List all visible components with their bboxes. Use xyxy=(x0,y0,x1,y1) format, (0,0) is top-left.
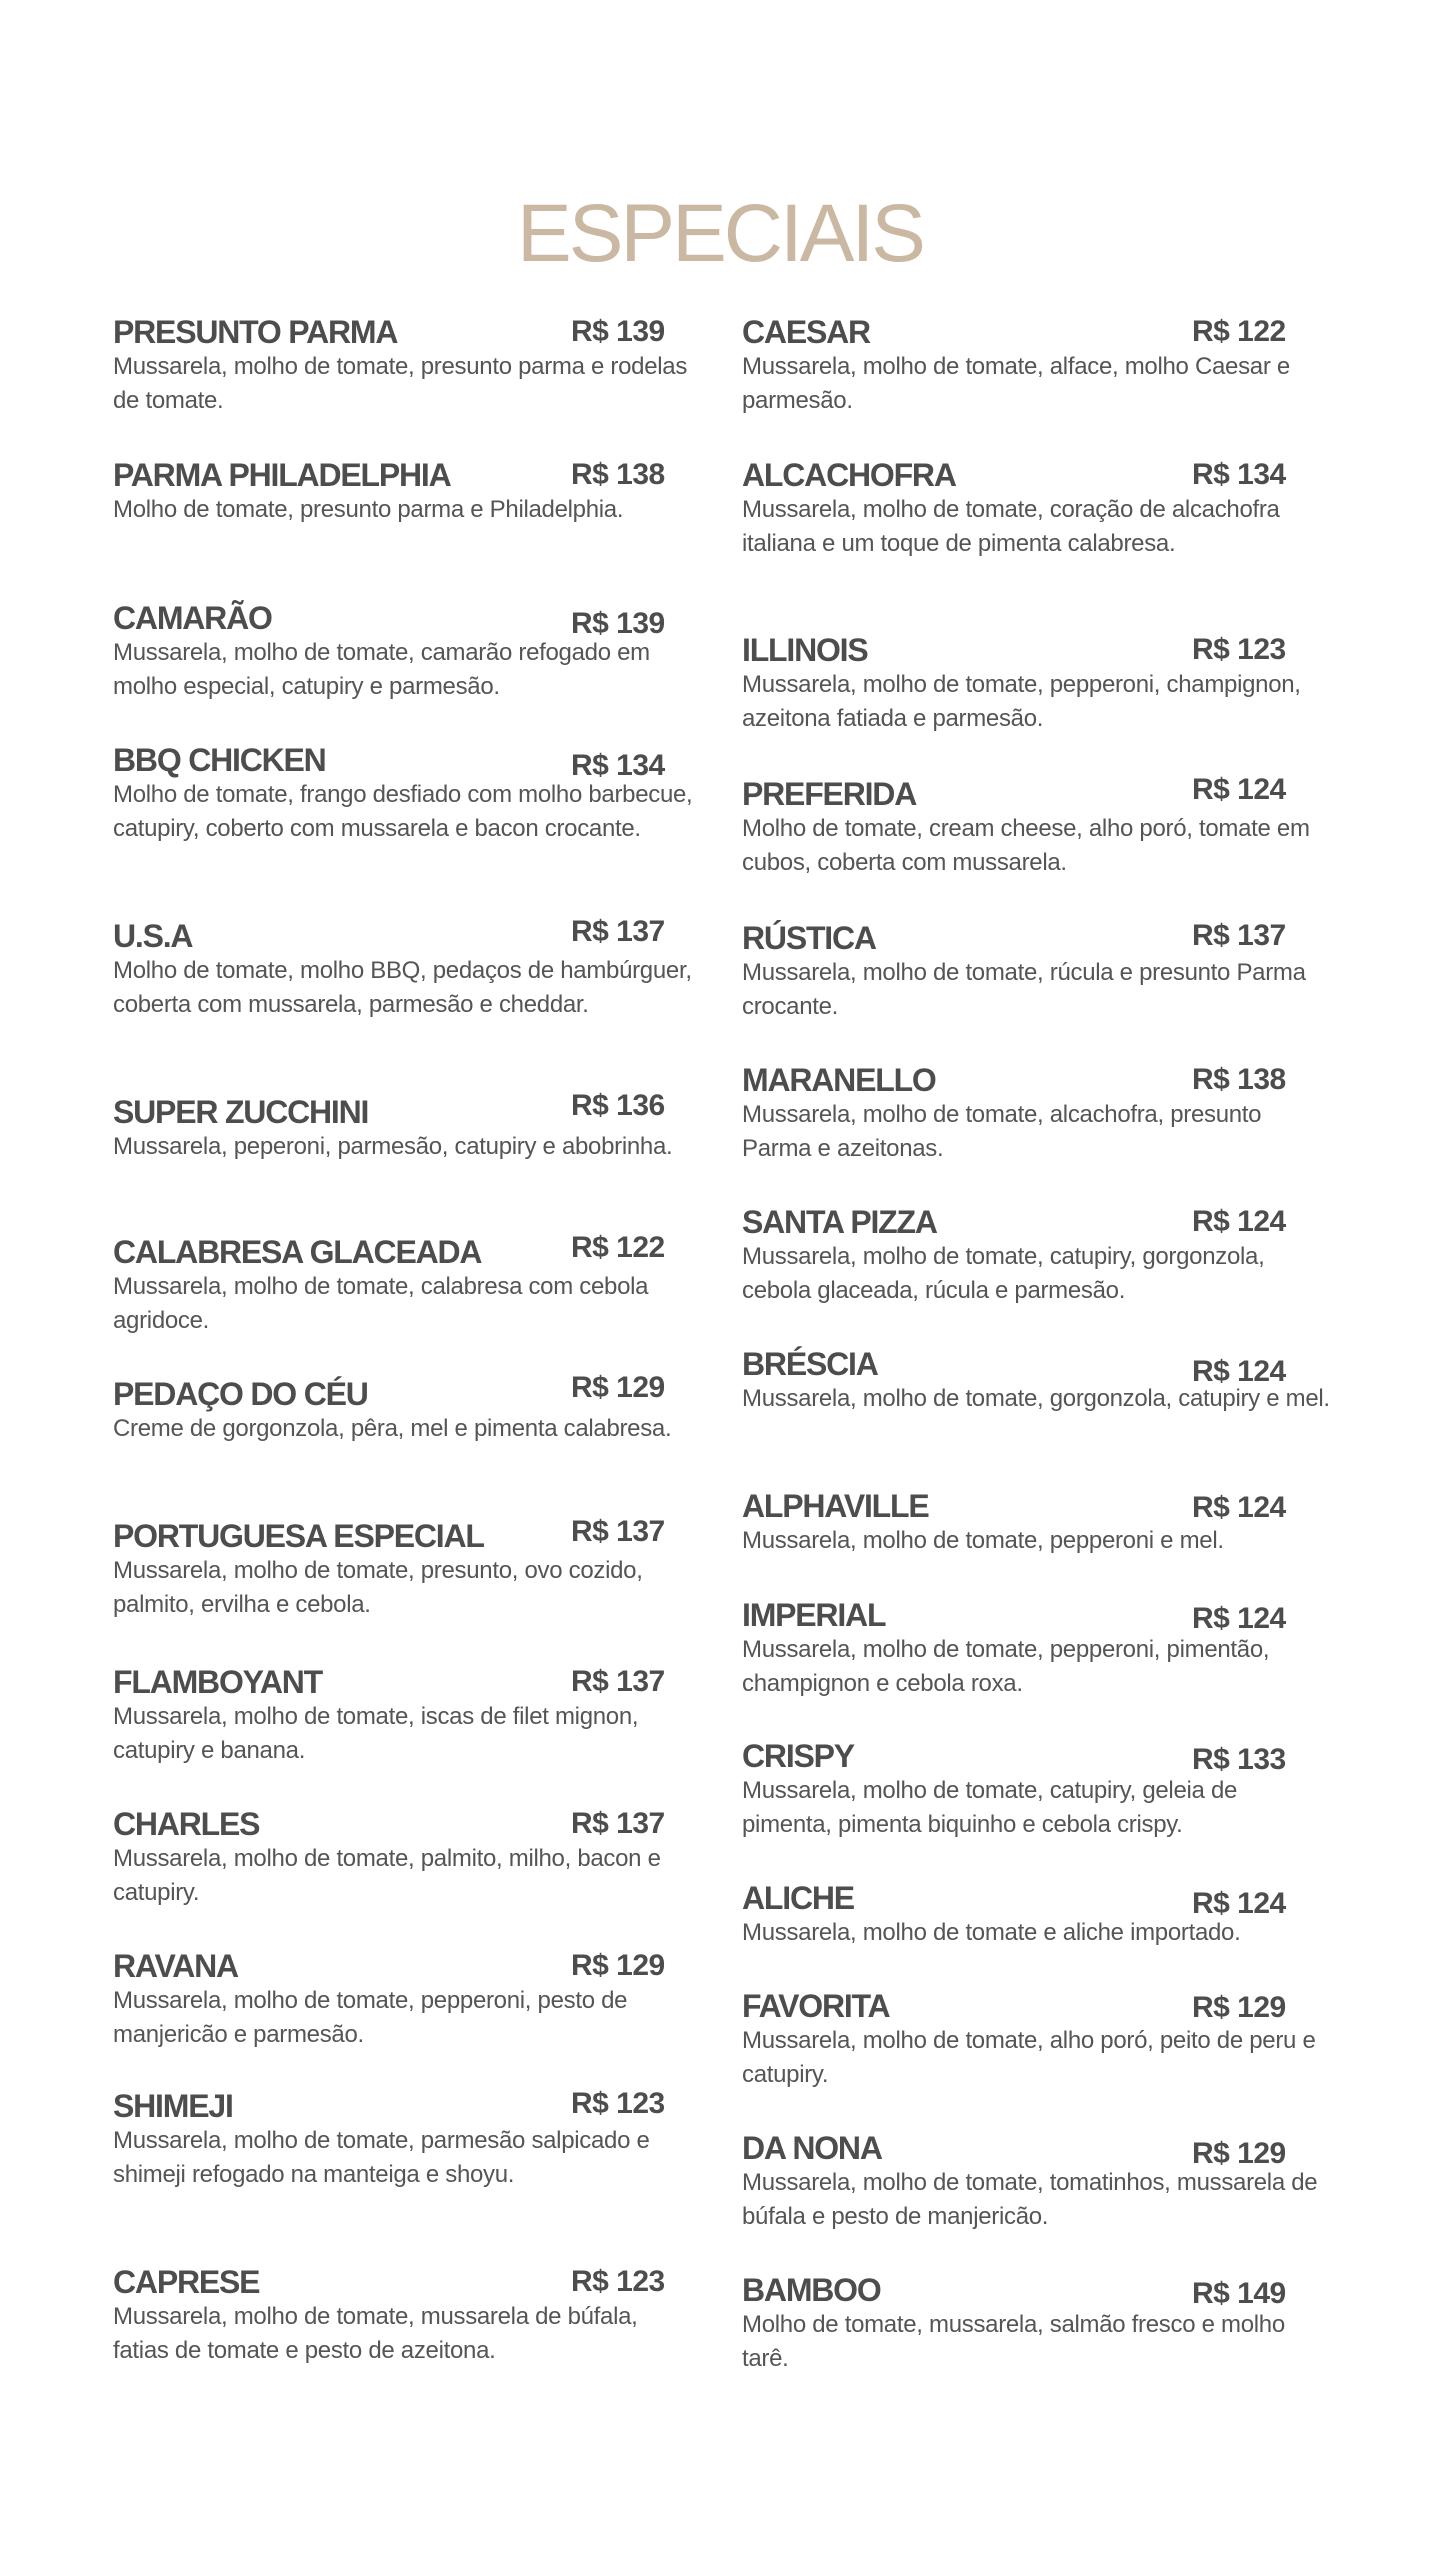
item-name: U.S.A xyxy=(113,918,193,954)
item-description: Mussarela, molho de tomate, presunto parma e rodelas de tomate. xyxy=(113,353,688,414)
menu-item xyxy=(742,2128,1322,2234)
item-name: CAESAR xyxy=(742,314,870,350)
item-description: Molho de tomate, frango desfiado com molho barbecue, catupiry, coberto com mussarela e bacon crocante. xyxy=(113,781,693,842)
item-name: ILLINOIS xyxy=(742,632,868,668)
item-name: FAVORITA xyxy=(742,1988,890,2024)
item-name: CAMARÃO xyxy=(113,600,272,636)
item-price: R$ 137 xyxy=(571,1515,665,1548)
item-description: Mussarela, molho de tomate, rúcula e presunto Parma crocante. xyxy=(742,959,1306,1020)
item-price: R$ 149 xyxy=(1192,2277,1286,2310)
item-name: ALICHE xyxy=(742,1880,854,1916)
item-price: R$ 124 xyxy=(1192,1602,1286,1635)
menu-item xyxy=(742,455,1322,561)
menu-item xyxy=(113,455,673,527)
item-price: R$ 138 xyxy=(1192,1063,1286,1096)
item-description: Mussarela, molho de tomate, gorgonzola, catupiry e mel. xyxy=(742,1385,1330,1412)
item-description: Mussarela, molho de tomate, pepperoni e mel. xyxy=(742,1527,1224,1554)
item-price: R$ 134 xyxy=(1192,458,1286,491)
menu-item xyxy=(742,1344,1330,1416)
item-name: ALPHAVILLE xyxy=(742,1488,929,1524)
menu-item xyxy=(742,1060,1322,1166)
item-price: R$ 137 xyxy=(571,1807,665,1840)
item-price: R$ 133 xyxy=(1192,1743,1286,1776)
item-name: BRÉSCIA xyxy=(742,1346,878,1382)
item-description: Mussarela, molho de tomate, iscas de filet mignon, catupiry e banana. xyxy=(113,1703,639,1764)
menu-item xyxy=(113,915,692,1022)
item-description: Mussarela, molho de tomate, palmito, milho, bacon e catupiry. xyxy=(113,1845,661,1906)
item-price: R$ 134 xyxy=(571,749,665,782)
menu-item xyxy=(113,1946,673,2052)
item-price: R$ 129 xyxy=(1192,2137,1286,2170)
item-price: R$ 124 xyxy=(1192,773,1286,806)
item-name: SANTA PIZZA xyxy=(742,1204,937,1240)
item-description: Molho de tomate, mussarela, salmão fresco e molho tarê. xyxy=(742,2311,1285,2372)
item-name: FLAMBOYANT xyxy=(113,1664,323,1700)
menu-item xyxy=(742,1595,1322,1701)
menu-item xyxy=(113,1662,673,1768)
item-price: R$ 137 xyxy=(571,1665,665,1698)
menu-item xyxy=(113,2086,673,2192)
menu-item xyxy=(113,2262,673,2368)
item-price: R$ 129 xyxy=(571,1371,665,1404)
item-name: ALCACHOFRA xyxy=(742,457,956,493)
item-name: RAVANA xyxy=(113,1948,238,1984)
item-name: PREFERIDA xyxy=(742,776,917,812)
item-price: R$ 124 xyxy=(1192,1491,1286,1524)
item-name: DA NONA xyxy=(742,2130,882,2166)
item-description: Mussarela, molho de tomate, alcachofra, presunto Parma e azeitonas. xyxy=(742,1101,1262,1162)
item-description: Molho de tomate, cream cheese, alho poró, tomate em cubos, coberta com mussarela. xyxy=(742,815,1310,876)
item-name: IMPERIAL xyxy=(742,1597,886,1633)
item-name: PORTUGUESA ESPECIAL xyxy=(113,1518,484,1554)
menu-item xyxy=(742,1736,1322,1842)
item-price: R$ 122 xyxy=(571,1231,665,1264)
item-description: Mussarela, molho de tomate, coração de alcachofra italiana e um toque de pimenta calabresa. xyxy=(742,496,1280,557)
page-title: ESPECIAIS xyxy=(517,187,923,279)
item-description: Mussarela, molho de tomate e aliche importado. xyxy=(742,1919,1241,1946)
item-name: PARMA PHILADELPHIA xyxy=(113,457,451,493)
menu-item xyxy=(113,1804,673,1910)
item-description: Mussarela, molho de tomate, catupiry, geleia de pimenta, pimenta biquinho e cebola crispy. xyxy=(742,1777,1238,1838)
item-name: BAMBOO xyxy=(742,2272,881,2308)
menu-item xyxy=(113,1232,673,1338)
item-description: Molho de tomate, presunto parma e Philadelphia. xyxy=(113,496,624,523)
menu-item xyxy=(113,1516,673,1622)
menu-item xyxy=(113,1371,673,1446)
item-price: R$ 122 xyxy=(1192,315,1286,348)
menu-item xyxy=(742,2270,1322,2376)
item-price: R$ 123 xyxy=(571,2265,665,2298)
item-price: R$ 136 xyxy=(571,1089,665,1122)
item-description: Mussarela, molho de tomate, pepperoni, pimentão, champignon e cebola roxa. xyxy=(742,1636,1270,1697)
menu-item xyxy=(742,774,1322,880)
item-price: R$ 123 xyxy=(571,2087,665,2120)
menu-item xyxy=(742,1486,1322,1558)
item-price: R$ 124 xyxy=(1192,1205,1286,1238)
item-description: Mussarela, molho de tomate, camarão refogado em molho especial, catupiry e parmesão. xyxy=(113,639,650,700)
menu-item xyxy=(742,312,1322,418)
menu-item xyxy=(742,1986,1322,2092)
item-description: Mussarela, molho de tomate, pepperoni, pesto de manjericão e parmesão. xyxy=(113,1987,628,2048)
item-price: R$ 129 xyxy=(1192,1991,1286,2024)
menu-item xyxy=(742,918,1322,1024)
item-name: SUPER ZUCCHINI xyxy=(113,1094,369,1130)
item-price: R$ 137 xyxy=(1192,919,1286,952)
menu-item xyxy=(113,740,693,846)
item-price: R$ 124 xyxy=(1192,1355,1286,1388)
item-description: Mussarela, peperoni, parmesão, catupiry e abobrinha. xyxy=(113,1133,673,1160)
item-price: R$ 139 xyxy=(571,607,665,640)
item-description: Mussarela, molho de tomate, tomatinhos, mussarela de búfala e pesto de manjericão. xyxy=(742,2169,1318,2230)
item-price: R$ 138 xyxy=(571,458,665,491)
item-description: Molho de tomate, molho BBQ, pedaços de hambúrguer, coberta com mussarela, parmesão e cheddar. xyxy=(113,957,692,1018)
item-description: Mussarela, molho de tomate, catupiry, gorgonzola, cebola glaceada, rúcula e parmesão. xyxy=(742,1243,1265,1304)
item-name: MARANELLO xyxy=(742,1062,936,1098)
item-description: Mussarela, molho de tomate, mussarela de búfala, fatias de tomate e pesto de azeitona. xyxy=(113,2303,638,2364)
menu-item xyxy=(742,1202,1322,1308)
item-name: CALABRESA GLACEADA xyxy=(113,1234,482,1270)
item-price: R$ 124 xyxy=(1192,1887,1286,1920)
item-name: SHIMEJI xyxy=(113,2088,233,2124)
menu-item xyxy=(742,630,1322,736)
item-name: CRISPY xyxy=(742,1738,854,1774)
item-name: BBQ CHICKEN xyxy=(113,742,326,778)
item-price: R$ 123 xyxy=(1192,633,1286,666)
item-description: Mussarela, molho de tomate, alho poró, peito de peru e catupiry. xyxy=(742,2027,1316,2088)
item-price: R$ 137 xyxy=(571,915,665,948)
item-name: CHARLES xyxy=(113,1806,260,1842)
item-description: Mussarela, molho de tomate, calabresa com cebola agridoce. xyxy=(113,1273,649,1334)
menu-item xyxy=(742,1878,1322,1950)
item-name: PEDAÇO DO CÉU xyxy=(113,1376,368,1412)
menu-item xyxy=(113,598,673,704)
item-description: Creme de gorgonzola, pêra, mel e pimenta calabresa. xyxy=(113,1415,672,1442)
item-price: R$ 139 xyxy=(571,315,665,348)
item-name: PRESUNTO PARMA xyxy=(113,314,398,350)
item-description: Mussarela, molho de tomate, presunto, ovo cozido, palmito, ervilha e cebola. xyxy=(113,1557,643,1618)
item-name: RÚSTICA xyxy=(742,920,876,956)
item-description: Mussarela, molho de tomate, parmesão salpicado e shimeji refogado na manteiga e shoyu. xyxy=(113,2127,650,2188)
item-description: Mussarela, molho de tomate, pepperoni, champignon, azeitona fatiada e parmesão. xyxy=(742,671,1301,732)
item-description: Mussarela, molho de tomate, alface, molho Caesar e parmesão. xyxy=(742,353,1290,414)
menu-item xyxy=(113,312,688,418)
item-name: CAPRESE xyxy=(113,2264,260,2300)
item-price: R$ 129 xyxy=(571,1949,665,1982)
menu-item xyxy=(113,1089,673,1164)
